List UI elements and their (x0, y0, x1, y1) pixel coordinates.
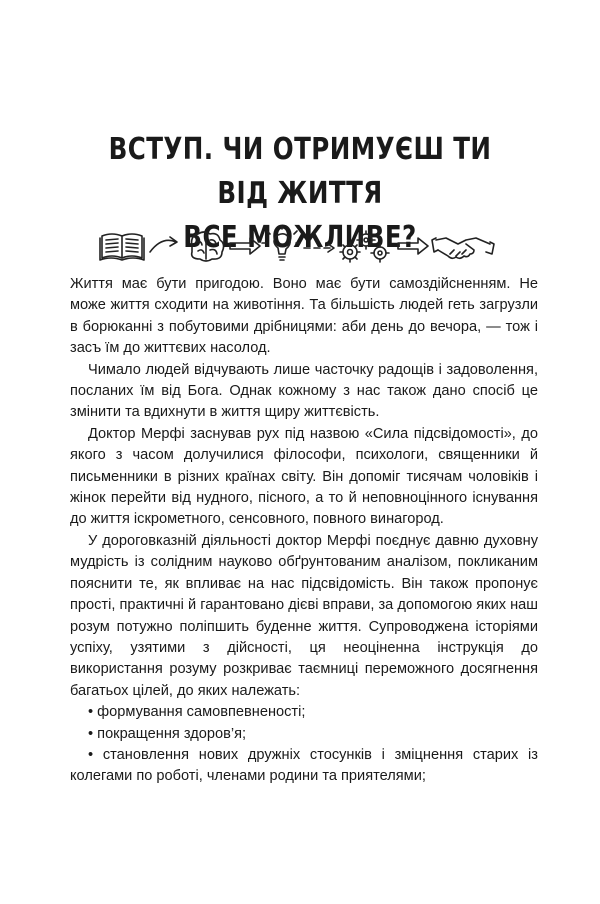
arrow-icon (150, 237, 177, 252)
paragraph-3: Доктор Мерфі заснував рух під назвою «Сила підсвідомості», до якого з часом долучилися філософи, психологи, священники й письменники в різних країнах світу. Він допоміг тисячам чоловіків і жінок перейти від нудного, пісного, а то й неповноцінного існування до життя іскрометного, сенсовного, повного винагород. (70, 425, 538, 528)
brain-icon (192, 232, 224, 261)
arrow-icon (304, 244, 334, 252)
arrow-icon (230, 238, 260, 254)
paragraph-2: Чимало людей відчувають лише часточку радощів і задоволення, посланих їм від Бога. Однак кожному з нас також дано спосіб це змінити та вдихнути в життя щиру життєвість. (70, 361, 538, 421)
paragraph-1: Життя має бути пригодою. Воно має бути самоздійсненням. Не може життя сходити на животіння. Та більшість людей геть загрузли в борюканні з побутовими дрібницями: аби день до вечора, — тож і засъ їм до життєвих насолод. (70, 276, 538, 357)
icon-strip (98, 226, 502, 266)
chapter-title-line-1: ВСТУП. ЧИ ОТРИМУЄШ ТИ ВІД ЖИТТЯ (108, 132, 492, 211)
body-text (70, 274, 538, 788)
gears-icon (340, 231, 389, 262)
chapter-title-line-2: ВСЕ МОЖЛИВЕ? (183, 220, 417, 255)
paragraph-4: У дороговказній діяльності доктор Мерфі поєднує давню духовну мудрість із солідним науково обґрунтованим аналізом, покликаним пояснити те, як впливає на нас підсвідомість. Він також пропонує прості, практичні й гарантовано дієві вправи, за допомогою яких наш розум потужно поліпшить буденне життя. Супроводжена історіями успіху, узятими з дійсності, ця неоціненна інструкція до використання розуму розкриває таємниці переможного досягнення багатьох цілей, до яких належать: (70, 532, 538, 699)
bullet-item-3: • становлення нових дружніх стосунків і зміцнення старих із колегами по роботі, членами родини та приятелями; (70, 746, 538, 785)
lightbulb-icon (262, 226, 300, 260)
book-icon (100, 234, 144, 260)
bullet-item-2: • покращення здоров’я; (88, 725, 247, 742)
bullet-item-1: • формування самовпевненості; (88, 704, 306, 721)
handshake-icon (432, 238, 494, 258)
arrow-icon (398, 238, 428, 254)
